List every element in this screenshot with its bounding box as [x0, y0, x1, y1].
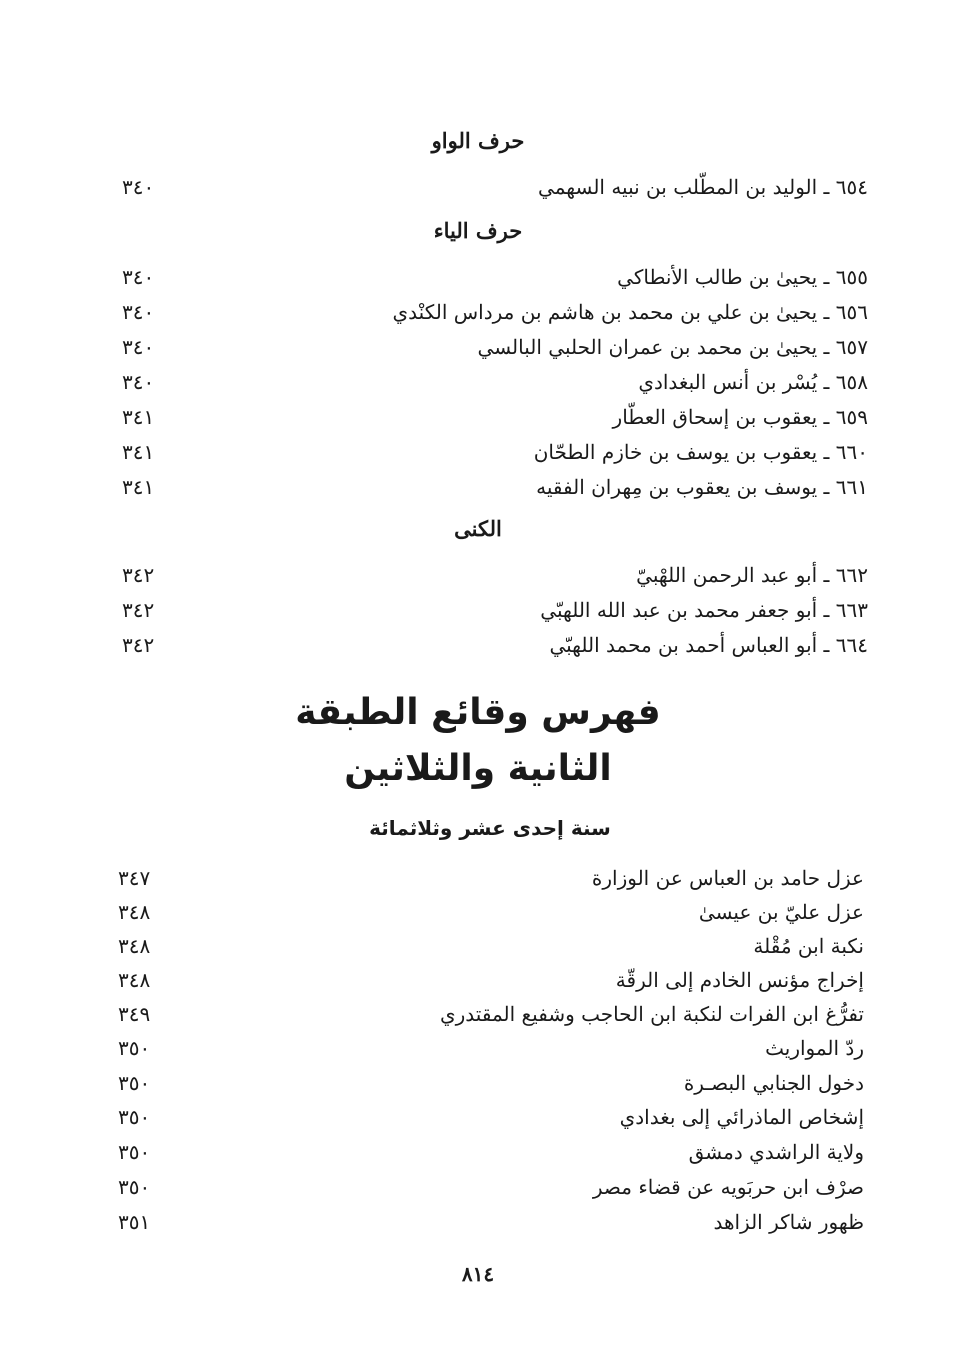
entry-page-number: ٣٤١ — [122, 475, 155, 499]
section-heading-kuna: الكنى — [454, 516, 502, 541]
list-item — [0, 997, 956, 1031]
entry-text: ٦٥٧ ـ يحيىٰ بن محمد بن عمران الحلبي البالسي — [477, 335, 868, 359]
entry-text: ولاية الراشدي دمشق — [688, 1140, 864, 1164]
list-item — [0, 1205, 956, 1239]
entry-page-number: ٣٤٢ — [122, 563, 155, 587]
list-item — [0, 295, 956, 329]
section-heading-waw: حرف الواو — [431, 128, 525, 153]
year-heading: سنة إحدى عشر وثلاثمائة — [369, 816, 611, 840]
entry-page-number: ٣٤٧ — [118, 866, 151, 890]
entry-page-number: ٣٥٠ — [118, 1036, 151, 1060]
list-item — [0, 365, 956, 399]
entry-page-number: ٣٤٠ — [122, 265, 155, 289]
entry-page-number: ٣٤٨ — [118, 900, 151, 924]
entry-text: ٦٥٦ ـ يحيىٰ بن علي بن محمد بن هاشم بن مرداس الكنْدي — [392, 300, 868, 324]
list-item — [0, 1066, 956, 1100]
list-item — [0, 1135, 956, 1169]
entry-text: ٦٥٥ ـ يحيىٰ بن طالب الأنطاكي — [617, 265, 868, 289]
list-item — [0, 1100, 956, 1134]
entry-text: صرْف ابن حربَويه عن قضاء مصر — [592, 1175, 864, 1199]
list-item — [0, 628, 956, 662]
list-item — [0, 963, 956, 997]
entry-text: ٦٦٣ ـ أبو جعفر محمد بن عبد الله اللهبّي — [540, 598, 868, 622]
entry-text: ٦٦٠ ـ يعقوب بن يوسف بن خازم الطحّان — [533, 440, 868, 464]
section-heading-ya: حرف الياء — [433, 218, 523, 243]
events-index-title-line2: الثانية والثلاثين — [344, 748, 612, 789]
entry-page-number: ٣٤٠ — [122, 175, 155, 199]
entry-text: ٦٦٢ ـ أبو عبد الرحمن اللهْبيّ — [636, 563, 868, 587]
entry-page-number: ٣٤١ — [122, 405, 155, 429]
entry-text: ٦٥٨ ـ يُسْر بن أنس البغدادي — [638, 370, 868, 394]
entry-page-number: ٣٥٠ — [118, 1105, 151, 1129]
list-item — [0, 435, 956, 469]
entry-text: ٦٦٤ ـ أبو العباس أحمد بن محمد اللهبّي — [549, 633, 868, 657]
entry-page-number: ٣٥٠ — [118, 1071, 151, 1095]
list-item — [0, 861, 956, 895]
entry-page-number: ٣٥١ — [118, 1210, 151, 1234]
entry-page-number: ٣٤١ — [122, 440, 155, 464]
entry-text: عزل حامد بن العباس عن الوزارة — [591, 866, 864, 890]
entry-page-number: ٣٥٠ — [118, 1140, 151, 1164]
list-item — [0, 929, 956, 963]
entry-text: عزل عليّ بن عيسىٰ — [698, 900, 864, 924]
list-item — [0, 1170, 956, 1204]
entry-text: ٦٦١ ـ يوسف بن يعقوب بن مِهران الفقيه — [536, 475, 868, 499]
list-item — [0, 330, 956, 364]
entry-page-number: ٣٤٠ — [122, 300, 155, 324]
entry-text: ظهور شاكر الزاهد — [713, 1210, 864, 1234]
entry-text: نكبة ابن مُقْلة — [753, 934, 864, 958]
entry-page-number: ٣٤٩ — [118, 1002, 151, 1026]
events-index-title-line1: فهرس وقائع الطبقة — [295, 692, 661, 733]
entry-page-number: ٣٤٢ — [122, 633, 155, 657]
entry-page-number: ٣٤٠ — [122, 335, 155, 359]
page-number: ٨١٤ — [461, 1262, 495, 1286]
entry-page-number: ٣٤٨ — [118, 968, 151, 992]
entry-page-number: ٣٥٠ — [118, 1175, 151, 1199]
entry-text: تفرُّغ ابن الفرات لنكبة ابن الحاجب وشفيع المقتدري — [439, 1002, 864, 1026]
list-item — [0, 470, 956, 504]
entry-text: ٦٥٤ ـ الوليد بن المطّلب بن نبيه السهمي — [538, 175, 868, 199]
entry-page-number: ٣٤٨ — [118, 934, 151, 958]
list-item — [0, 400, 956, 434]
list-item — [0, 170, 956, 204]
entry-page-number: ٣٤٢ — [122, 598, 155, 622]
list-item — [0, 1031, 956, 1065]
entry-text: ٦٥٩ ـ يعقوب بن إسحاق العطّار — [612, 405, 868, 429]
list-item — [0, 558, 956, 592]
entry-text: إخراج مؤنس الخادم إلى الرقّة — [615, 968, 864, 992]
entry-text: ردّ المواريث — [765, 1036, 864, 1060]
list-item — [0, 593, 956, 627]
entry-text: دخول الجنابي البصـرة — [683, 1071, 864, 1095]
entry-page-number: ٣٤٠ — [122, 370, 155, 394]
list-item — [0, 895, 956, 929]
list-item — [0, 260, 956, 294]
entry-text: إشخاص الماذرائي إلى بغدادي — [619, 1105, 864, 1129]
